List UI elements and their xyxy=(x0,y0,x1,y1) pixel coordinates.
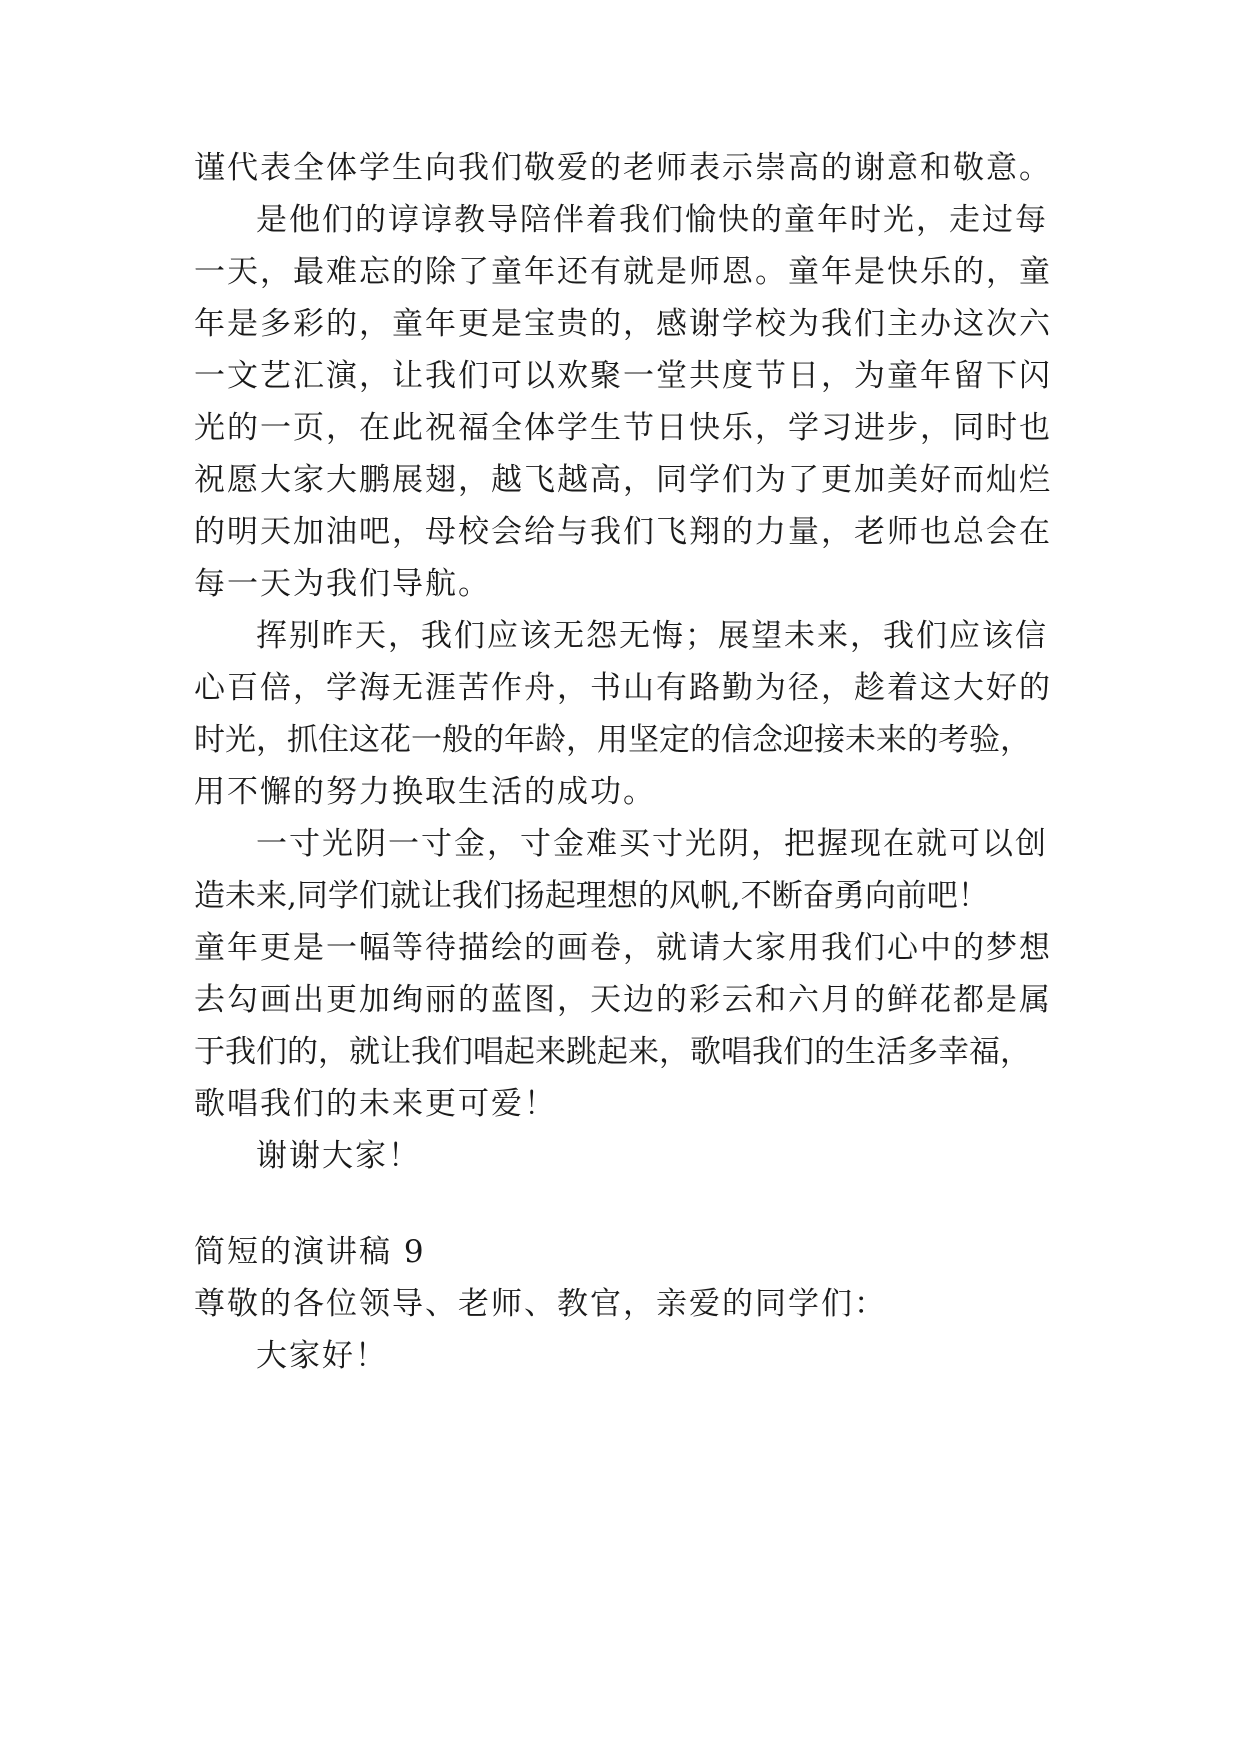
paragraph-line: 时光，抓住这花一般的年龄，用坚定的信念迎接未来的考验， xyxy=(194,722,1031,758)
paragraph-line: 童年更是一幅等待描绘的画卷，就请大家用我们心中的梦想 xyxy=(194,930,1052,966)
paragraph-line: 谨代表全体学生向我们敬爱的老师表示崇高的谢意和敬意。 xyxy=(194,150,1052,186)
section-title: 简短的演讲稿 9 xyxy=(194,1234,426,1270)
paragraph-line: 心百倍，学海无涯苦作舟，书山有路勤为径，趁着这大好的 xyxy=(194,670,1052,706)
paragraph-line: 光的一页，在此祝福全体学生节日快乐，学习进步，同时也 xyxy=(194,410,1052,446)
paragraph-line: 每一天为我们导航。 xyxy=(194,566,491,602)
paragraph-line: 祝愿大家大鹏展翅，越飞越高，同学们为了更加美好而灿烂 xyxy=(194,462,1052,498)
paragraph-line: 去勾画出更加绚丽的蓝图，天边的彩云和六月的鲜花都是属 xyxy=(194,982,1052,1018)
paragraph-line: 于我们的，就让我们唱起来跳起来，歌唱我们的生活多幸福， xyxy=(194,1034,1031,1070)
paragraph-line: 一寸光阴一寸金，寸金难买寸光阴，把握现在就可以创 xyxy=(256,826,1048,862)
paragraph-line: 是他们的谆谆教导陪伴着我们愉快的童年时光，走过每 xyxy=(256,202,1048,238)
paragraph-line: 一文艺汇演，让我们可以欢聚一堂共度节日，为童年留下闪 xyxy=(194,358,1052,394)
paragraph-line: 歌唱我们的未来更可爱！ xyxy=(194,1086,557,1122)
salutation: 尊敬的各位领导、老师、教官，亲爱的同学们： xyxy=(194,1286,887,1322)
paragraph-line: 用不懈的努力换取生活的成功。 xyxy=(194,774,656,810)
paragraph-line: 挥别昨天，我们应该无怨无悔；展望未来，我们应该信 xyxy=(256,618,1048,654)
closing-line: 谢谢大家！ xyxy=(256,1138,421,1174)
paragraph-line: 的明天加油吧，母校会给与我们飞翔的力量，老师也总会在 xyxy=(194,514,1052,550)
paragraph-line: 造未来,同学们就让我们扬起理想的风帆,不断奋勇向前吧！ xyxy=(194,878,989,914)
paragraph-line: 年是多彩的，童年更是宝贵的，感谢学校为我们主办这次六 xyxy=(194,306,1052,342)
greeting: 大家好！ xyxy=(256,1338,388,1374)
paragraph-line: 一天，最难忘的除了童年还有就是师恩。童年是快乐的，童 xyxy=(194,254,1052,290)
